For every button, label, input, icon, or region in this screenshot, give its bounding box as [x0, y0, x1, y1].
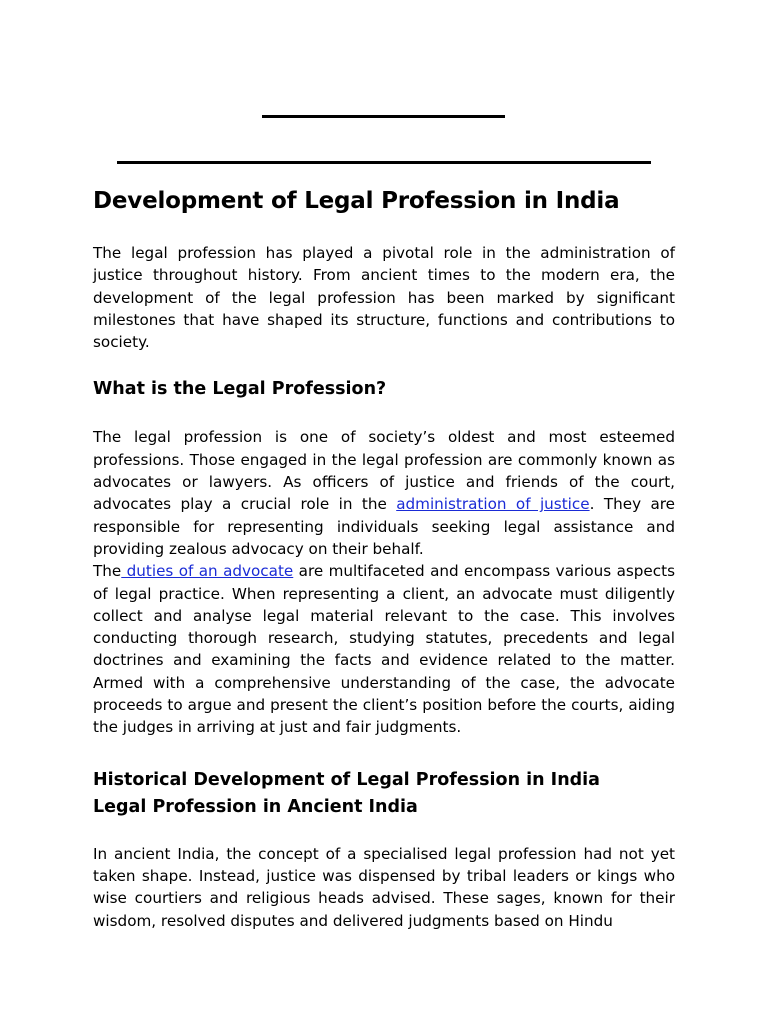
document-body: [93, 184, 675, 932]
section-heading-legal-profession: What is the Legal Profession?: [93, 379, 387, 400]
paragraph-text: The: [93, 562, 122, 581]
ancient-india-paragraph: In ancient India, the concept of a specialised legal profession had not yet taken shape. Instead, justice was dispensed by tribal leaders or kings who wise courtiers and religious heads advised. These sages, known for their wisdom, resolved disputes and delivered judgments based on Hindu: [93, 844, 675, 930]
header-rule-short: [262, 115, 505, 118]
intro-paragraph: The legal profession has played a pivotal role in the administration of justice throughout history. From ancient times to the modern era, the development of the legal profession has been marked by significant milestones that have shaped its structure, functions and contributions to society.: [93, 244, 675, 352]
duties-paragraph: [93, 560, 675, 738]
document-title: Development of Legal Profession in India: [93, 188, 620, 214]
paragraph-text: are multifaceted and encompass various aspects of legal practice. When representing a client, an advocate must diligently collect and analyse legal material relevant to the case. This involves conducting thorough research, studying statutes, precedents and legal doctrines and examining the facts and evidence related to the matter. Armed with a comprehensive understanding of the case, the advocate proceeds to argue and present the client’s position before the courts, aiding the judges in arriving at just and fair judgments.: [93, 562, 675, 737]
header-rule-long: [117, 161, 651, 164]
paragraph-text: . They are responsible for representing individuals seeking legal assistance and providing zealous advocacy on their behalf.: [93, 495, 676, 558]
paragraph-text: The legal profession is one of society’s oldest and most esteemed professions. Those engaged in the legal profession are commonly known as advocates or lawyers. As officers of justice and friends of the court, advocates play a crucial role in the: [93, 428, 675, 514]
legal-profession-paragraph: [93, 426, 675, 560]
duties-of-an-advocate-link[interactable]: duties of an advocate: [121, 562, 294, 581]
section-subheading-ancient-india: Legal Profession in Ancient India: [93, 796, 418, 817]
administration-of-justice-link[interactable]: administration of justice: [396, 495, 590, 514]
section-heading-historical-development: Historical Development of Legal Profession in India: [93, 769, 600, 790]
